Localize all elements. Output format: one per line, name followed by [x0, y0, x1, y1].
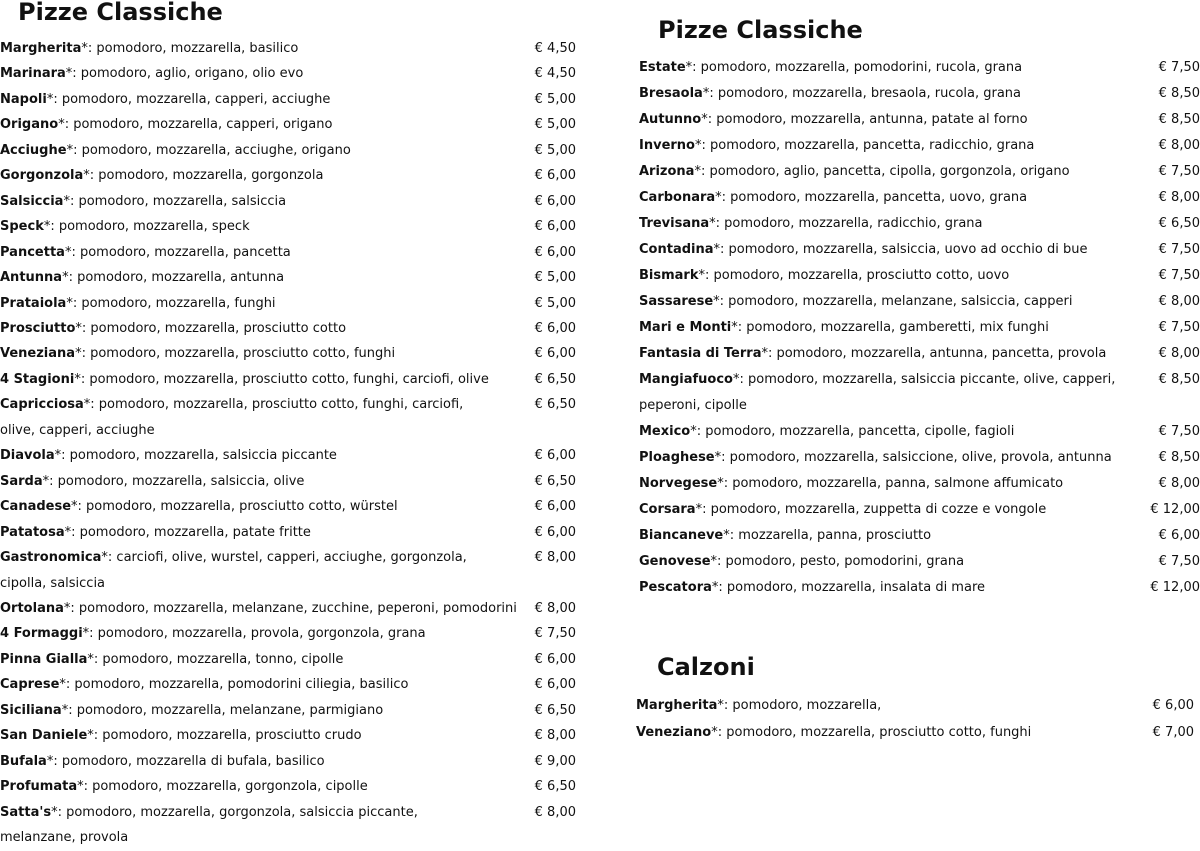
menu-item-description [639, 419, 1159, 445]
menu-item-description [0, 545, 535, 571]
menu-item [639, 367, 1200, 418]
menu-item-ingredients-continued: cipolla, salsiccia [0, 575, 106, 591]
menu-item-price: € 6,00 [1152, 698, 1194, 713]
menu-item-price: € 5,00 [534, 142, 576, 158]
menu-item-description [639, 289, 1159, 315]
menu-item-ingredients: *: pomodoro, mozzarella, patate fritte [64, 524, 311, 540]
menu-item-name: Veneziano [636, 724, 712, 740]
menu-item-ingredients: *: pomodoro, mozzarella, acciughe, origano [66, 142, 351, 158]
menu-item-description [639, 211, 1159, 237]
menu-item-ingredients: *: pomodoro, mozzarella, provola, gorgonzola, grana [82, 626, 426, 642]
menu-item-name: Bismark [639, 268, 699, 283]
menu-item-description [0, 61, 535, 87]
menu-item-description [0, 749, 535, 775]
menu-item-name: Biancaneve [639, 528, 724, 543]
menu-item-ingredients-continued: olive, capperi, acciughe [0, 422, 155, 438]
menu-item-ingredients: *: pomodoro, mozzarella, salsiccia, olive [42, 473, 305, 489]
menu-item [636, 720, 1194, 746]
menu-item-description [639, 263, 1159, 289]
section-title-calzoni: Calzoni [657, 653, 755, 681]
menu-item-ingredients-continued: melanzane, provola [0, 830, 129, 845]
menu-item-price: € 6,00 [534, 320, 576, 336]
menu-item-ingredients: *: pomodoro, mozzarella, gorgonzola, salsiccia piccante, [51, 804, 418, 820]
menu-item-name: Arizona [639, 164, 695, 179]
menu-item-name: Antunna [0, 270, 63, 286]
menu-item-ingredients: *: pomodoro, aglio, origano, olio evo [65, 66, 304, 82]
menu-item-name: Pancetta [0, 244, 65, 260]
menu-item-price: € 7,00 [1152, 724, 1194, 740]
menu-item-name: Margherita [636, 698, 718, 713]
menu-item-ingredients: *: pomodoro, mozzarella, insalata di mare [711, 580, 985, 595]
menu-item-price: € 8,50 [1158, 86, 1200, 101]
menu-item-ingredients: *: pomodoro, mozzarella, prosciutto cotto [75, 320, 347, 336]
menu-item [639, 497, 1200, 523]
menu-item-ingredients: *: pomodoro, mozzarella, panna, salmone affumicato [717, 476, 1064, 491]
menu-item-price: € 6,00 [534, 448, 576, 464]
menu-item-price: € 8,00 [1158, 476, 1200, 491]
menu-item-ingredients: *: pomodoro, mozzarella, speck [43, 219, 250, 235]
menu-item-price: € 8,00 [1158, 294, 1200, 309]
menu-item-description [639, 367, 1159, 393]
menu-item-price: € 7,50 [1158, 554, 1200, 569]
menu-item [639, 263, 1200, 289]
menu-item-name: Caprese [0, 677, 60, 693]
menu-item-description [0, 647, 535, 673]
menu-item [0, 112, 576, 138]
menu-item-ingredients: *: pomodoro, pesto, pomodorini, grana [710, 554, 965, 569]
menu-item-name: Contadina [639, 242, 714, 257]
menu-item [639, 81, 1200, 107]
menu-item-description [0, 112, 535, 138]
menu-item-description [0, 698, 535, 724]
menu-item-price: € 8,00 [534, 600, 576, 616]
menu-item [0, 265, 576, 291]
menu-item-price: € 6,00 [534, 193, 576, 209]
menu-item-ingredients-continued: peperoni, cipolle [639, 397, 747, 413]
menu-item [0, 138, 576, 164]
menu-item-description [0, 621, 535, 647]
menu-item-name: Gorgonzola [0, 168, 84, 184]
menu-item-price: € 6,00 [1158, 528, 1200, 543]
menu-item-description [639, 237, 1159, 263]
menu-item-ingredients: *: pomodoro, mozzarella, gamberetti, mix funghi [731, 320, 1049, 335]
menu-item [0, 163, 576, 189]
menu-item-description [0, 316, 535, 342]
menu-item-price: € 8,00 [1158, 346, 1200, 361]
menu-item-ingredients: *: pomodoro, mozzarella, prosciutto crudo [87, 728, 362, 744]
menu-item-description [0, 443, 535, 469]
menu-item [0, 240, 576, 266]
menu-item-ingredients: *: pomodoro, mozzarella, salsiccia [63, 193, 287, 209]
menu-item-name: Estate [639, 60, 686, 75]
menu-item [639, 315, 1200, 341]
menu-item-ingredients: *: pomodoro, mozzarella, antunna, patate al forno [701, 112, 1028, 127]
menu-item [0, 800, 576, 851]
menu-item [639, 185, 1200, 211]
menu-item-ingredients: *: pomodoro, mozzarella, pancetta [64, 244, 291, 260]
menu-item-ingredients: *: pomodoro, mozzarella, prosciutto cotto, funghi [711, 724, 1032, 740]
menu-item [0, 494, 576, 520]
menu-item-name: Trevisana [639, 216, 710, 231]
menu-item-price: € 6,00 [534, 499, 576, 515]
menu-item-description [0, 36, 535, 62]
menu-item-price: € 8,00 [1158, 138, 1200, 153]
menu-item-name: Bufala [0, 753, 47, 769]
menu-item-name: Norvegese [639, 476, 718, 491]
menu-item-ingredients: *: carciofi, olive, wurstel, capperi, acciughe, gorgonzola, [101, 550, 467, 565]
menu-item [639, 575, 1200, 601]
menu-item-price: € 4,50 [534, 41, 576, 56]
menu-item-price: € 7,50 [1158, 320, 1200, 335]
menu-item-price: € 5,00 [534, 117, 576, 133]
menu-item-price: € 8,00 [534, 728, 576, 744]
menu-item [639, 55, 1200, 81]
menu-item-name: Bresaola [639, 86, 703, 101]
menu-item-ingredients: *: pomodoro, mozzarella, bresaola, rucola, grana [702, 86, 1022, 101]
menu-item-name: Prosciutto [0, 320, 76, 336]
menu-item-ingredients: *: pomodoro, mozzarella, [717, 698, 882, 713]
menu-item-name: Marinara [0, 66, 66, 82]
menu-item [639, 159, 1200, 185]
menu-item [0, 367, 576, 393]
menu-item [639, 471, 1200, 497]
menu-item [0, 214, 576, 240]
menu-item-price: € 8,00 [1158, 190, 1200, 205]
menu-item [0, 672, 576, 698]
menu-item [639, 445, 1200, 471]
menu-item-name: San Daniele [0, 728, 88, 744]
menu-item [0, 36, 576, 62]
menu-item [639, 549, 1200, 575]
menu-item-price: € 5,00 [534, 91, 576, 107]
menu-item-description [639, 159, 1159, 185]
menu-item-ingredients: *: pomodoro, mozzarella, prosciutto cotto, funghi, carciofi, [83, 397, 464, 413]
menu-item-description [639, 133, 1159, 159]
menu-item-ingredients: *: pomodoro, mozzarella, zuppetta di cozze e vongole [695, 502, 1047, 517]
menu-item-price: € 6,00 [534, 677, 576, 693]
menu-item-ingredients: *: pomodoro, mozzarella, capperi, acciughe [46, 91, 331, 107]
menu-item [0, 469, 576, 495]
menu-item [639, 289, 1200, 315]
menu-item-description [639, 497, 1150, 523]
menu-item-price: € 7,50 [1158, 268, 1200, 283]
menu-item-description [0, 723, 535, 749]
menu-item-description [0, 341, 535, 367]
menu-item-name: Sarda [0, 473, 43, 489]
menu-item-description [0, 392, 535, 418]
menu-item-name: Salsiccia [0, 193, 64, 209]
menu-item-name: Margherita [0, 41, 82, 56]
menu-item-description [639, 81, 1159, 107]
menu-item-ingredients: *: mozzarella, panna, prosciutto [723, 528, 932, 543]
menu-item-name: Inverno [639, 138, 695, 153]
menu-item-name: Origano [0, 117, 59, 133]
menu-item-ingredients: *: pomodoro, mozzarella, salsiccia piccante, olive, capperi, [732, 372, 1116, 387]
menu-item [0, 61, 576, 87]
menu-item [0, 647, 576, 673]
menu-item [0, 774, 576, 800]
menu-item-name: Prataiola [0, 295, 67, 311]
menu-item-name: Napoli [0, 91, 47, 107]
menu-item-price: € 7,50 [1158, 242, 1200, 257]
menu-item [639, 237, 1200, 263]
menu-item-description [639, 549, 1159, 575]
menu-item-description [0, 367, 535, 393]
menu-item-price: € 6,00 [534, 168, 576, 184]
menu-item-description [0, 520, 535, 546]
section-title-pizze-classiche-2: Pizze Classiche [658, 16, 863, 44]
menu-item-ingredients: *: pomodoro, mozzarella, pancetta, cipolle, fagioli [690, 424, 1015, 439]
menu-item-description [0, 138, 535, 164]
menu-item-ingredients: *: pomodoro, mozzarella, melanzane, zucchine, peperoni, pomodorini [63, 600, 517, 616]
menu-item-ingredients: *: pomodoro, mozzarella, pancetta, uovo, grana [715, 190, 1028, 205]
menu-item-name: Pescatora [639, 580, 712, 595]
menu-item-name: Pinna Gialla [0, 651, 88, 667]
menu-item-ingredients: *: pomodoro, mozzarella, antunna, pancetta, provola [761, 346, 1107, 361]
menu-item [0, 443, 576, 469]
menu-item-description [636, 693, 1153, 719]
menu-item-description [0, 800, 535, 826]
menu-item-ingredients: *: pomodoro, mozzarella, prosciutto cotto, funghi, carciofi, olive [74, 371, 489, 387]
menu-item-price: € 7,50 [1158, 424, 1200, 439]
menu-item-price: € 4,50 [534, 66, 576, 82]
menu-item-name: Ortolana [0, 600, 64, 616]
menu-item-price: € 6,50 [534, 371, 576, 387]
menu-item-description [639, 185, 1159, 211]
menu-item [0, 341, 576, 367]
menu-item-name: 4 Stagioni [0, 371, 75, 387]
menu-item [0, 392, 576, 443]
menu-item-price: € 12,00 [1150, 580, 1200, 595]
menu-item-name: Veneziana [0, 346, 76, 362]
menu-item [0, 520, 576, 546]
menu-item [0, 87, 576, 113]
menu-item-description [639, 523, 1159, 549]
menu-item [639, 107, 1200, 133]
menu-item-name: Carbonara [639, 190, 716, 205]
menu-item-description [639, 315, 1159, 341]
menu-item-description [0, 672, 535, 698]
menu-item-price: € 7,50 [1158, 60, 1200, 75]
menu-item [0, 316, 576, 342]
menu-item-description [0, 469, 535, 495]
menu-item-ingredients: *: pomodoro, mozzarella, salsiccia piccante [54, 448, 337, 464]
menu-item-ingredients: *: pomodoro, mozzarella, capperi, origano [58, 117, 333, 133]
menu-item-name: Canadese [0, 499, 72, 515]
menu-item-price: € 8,00 [534, 804, 576, 820]
menu-item-name: Fantasia di Terra [639, 346, 762, 361]
menu-item [639, 419, 1200, 445]
menu-item-price: € 6,00 [534, 346, 576, 362]
menu-item [639, 523, 1200, 549]
menu-item [0, 189, 576, 215]
menu-item-ingredients: *: pomodoro, mozzarella, basilico [81, 41, 299, 56]
menu-item-ingredients: *: pomodoro, mozzarella, gorgonzola, cipolle [77, 779, 368, 795]
menu-item-price: € 5,00 [534, 295, 576, 311]
menu-item-price: € 6,50 [534, 397, 576, 413]
menu-item-ingredients: *: pomodoro, mozzarella, tonno, cipolle [87, 651, 344, 667]
menu-item-description [639, 341, 1159, 367]
menu-item-price: € 6,00 [534, 219, 576, 235]
menu-item-description [0, 291, 535, 317]
menu-item [0, 596, 576, 622]
menu-item-description [0, 87, 535, 113]
menu-item-price: € 6,00 [534, 524, 576, 540]
menu-item-price: € 6,00 [534, 651, 576, 667]
menu-item [0, 291, 576, 317]
menu-item-description [639, 471, 1159, 497]
menu-item-ingredients: *: pomodoro, mozzarella, funghi [66, 295, 276, 311]
menu-item-description [639, 107, 1159, 133]
menu-item-ingredients: *: pomodoro, mozzarella, salsiccia, uovo ad occhio di bue [713, 242, 1088, 257]
menu-item-description [0, 163, 535, 189]
menu-item-ingredients: *: pomodoro, mozzarella, prosciutto cotto, würstel [71, 499, 398, 515]
menu-item [639, 211, 1200, 237]
menu-item-price: € 7,50 [534, 626, 576, 642]
menu-item [0, 698, 576, 724]
menu-item [639, 341, 1200, 367]
menu-item [0, 545, 576, 596]
section-title-pizze-classiche: Pizze Classiche [18, 0, 223, 26]
menu-item-ingredients: *: pomodoro, mozzarella, pomodorini ciliegia, basilico [59, 677, 409, 693]
menu-item-price: € 6,50 [534, 473, 576, 489]
menu-item [636, 693, 1194, 719]
menu-item-ingredients: *: pomodoro, mozzarella, salsiccione, olive, provola, antunna [714, 450, 1112, 465]
menu-item-description [639, 55, 1159, 81]
menu-item-name: Autunno [639, 112, 702, 127]
menu-item-name: Ploaghese [639, 450, 715, 465]
menu-item-price: € 12,00 [1150, 502, 1200, 517]
menu-item-price: € 6,50 [534, 702, 576, 718]
menu-item-description [639, 575, 1150, 601]
menu-item-price: € 8,50 [1158, 112, 1200, 127]
menu-item-description [0, 189, 535, 215]
menu-item-name: Corsara [639, 502, 696, 517]
menu-item-name: Mari e Monti [639, 320, 732, 335]
menu-item-price: € 6,50 [534, 779, 576, 795]
menu-item-description [636, 720, 1153, 746]
menu-item-name: Siciliana [0, 702, 62, 718]
menu-item-ingredients: *: pomodoro, mozzarella, radicchio, grana [709, 216, 983, 231]
menu-item-price: € 6,00 [534, 244, 576, 260]
menu-item-name: Diavola [0, 448, 55, 464]
menu-item-name: Capricciosa [0, 397, 84, 413]
menu-item-name: Satta's [0, 804, 52, 820]
menu-item-description [0, 774, 535, 800]
menu-item-description [0, 214, 535, 240]
menu-item-description [0, 596, 535, 622]
menu-item [0, 749, 576, 775]
menu-item-ingredients: *: pomodoro, mozzarella, gorgonzola [83, 168, 324, 184]
menu-item-name: Gastronomica [0, 550, 102, 565]
menu-item-ingredients: *: pomodoro, mozzarella, prosciutto cotto, funghi [75, 346, 396, 362]
menu-item [0, 723, 576, 749]
menu-item-ingredients: *: pomodoro, mozzarella, melanzane, parmigiano [61, 702, 384, 718]
menu-item-price: € 8,50 [1158, 450, 1200, 465]
menu-item-name: Speck [0, 219, 44, 235]
menu-item [639, 133, 1200, 159]
menu-item-ingredients: *: pomodoro, mozzarella di bufala, basilico [46, 753, 325, 769]
menu-item-description [0, 265, 535, 291]
menu-item-price: € 5,00 [534, 270, 576, 286]
menu-item-ingredients: *: pomodoro, mozzarella, antunna [62, 270, 285, 286]
menu-item-name: Mangiafuoco [639, 372, 733, 387]
menu-item-name: 4 Formaggi [0, 626, 83, 642]
menu-item-name: Genovese [639, 554, 711, 569]
menu-item-ingredients: *: pomodoro, mozzarella, pancetta, radicchio, grana [694, 138, 1035, 153]
menu-item-ingredients: *: pomodoro, mozzarella, melanzane, salsiccia, capperi [713, 294, 1073, 309]
menu-item-name: Sassarese [639, 294, 714, 309]
menu-item-name: Patatosa [0, 524, 65, 540]
menu-item-price: € 8,00 [534, 550, 576, 565]
menu-item [0, 621, 576, 647]
menu-item-ingredients: *: pomodoro, mozzarella, prosciutto cotto, uovo [698, 268, 1010, 283]
menu-item-price: € 7,50 [1158, 164, 1200, 179]
menu-item-description [0, 240, 535, 266]
menu-item-ingredients: *: pomodoro, mozzarella, pomodorini, rucola, grana [685, 60, 1023, 75]
menu-item-price: € 9,00 [534, 753, 576, 769]
menu-item-name: Acciughe [0, 142, 67, 158]
menu-item-description [0, 494, 535, 520]
menu-item-name: Mexico [639, 424, 691, 439]
menu-item-price: € 8,50 [1158, 372, 1200, 387]
menu-item-name: Profumata [0, 779, 78, 795]
menu-item-ingredients: *: pomodoro, aglio, pancetta, cipolla, gorgonzola, origano [694, 164, 1070, 179]
menu-item-description [639, 445, 1159, 471]
menu-item-price: € 6,50 [1158, 216, 1200, 231]
